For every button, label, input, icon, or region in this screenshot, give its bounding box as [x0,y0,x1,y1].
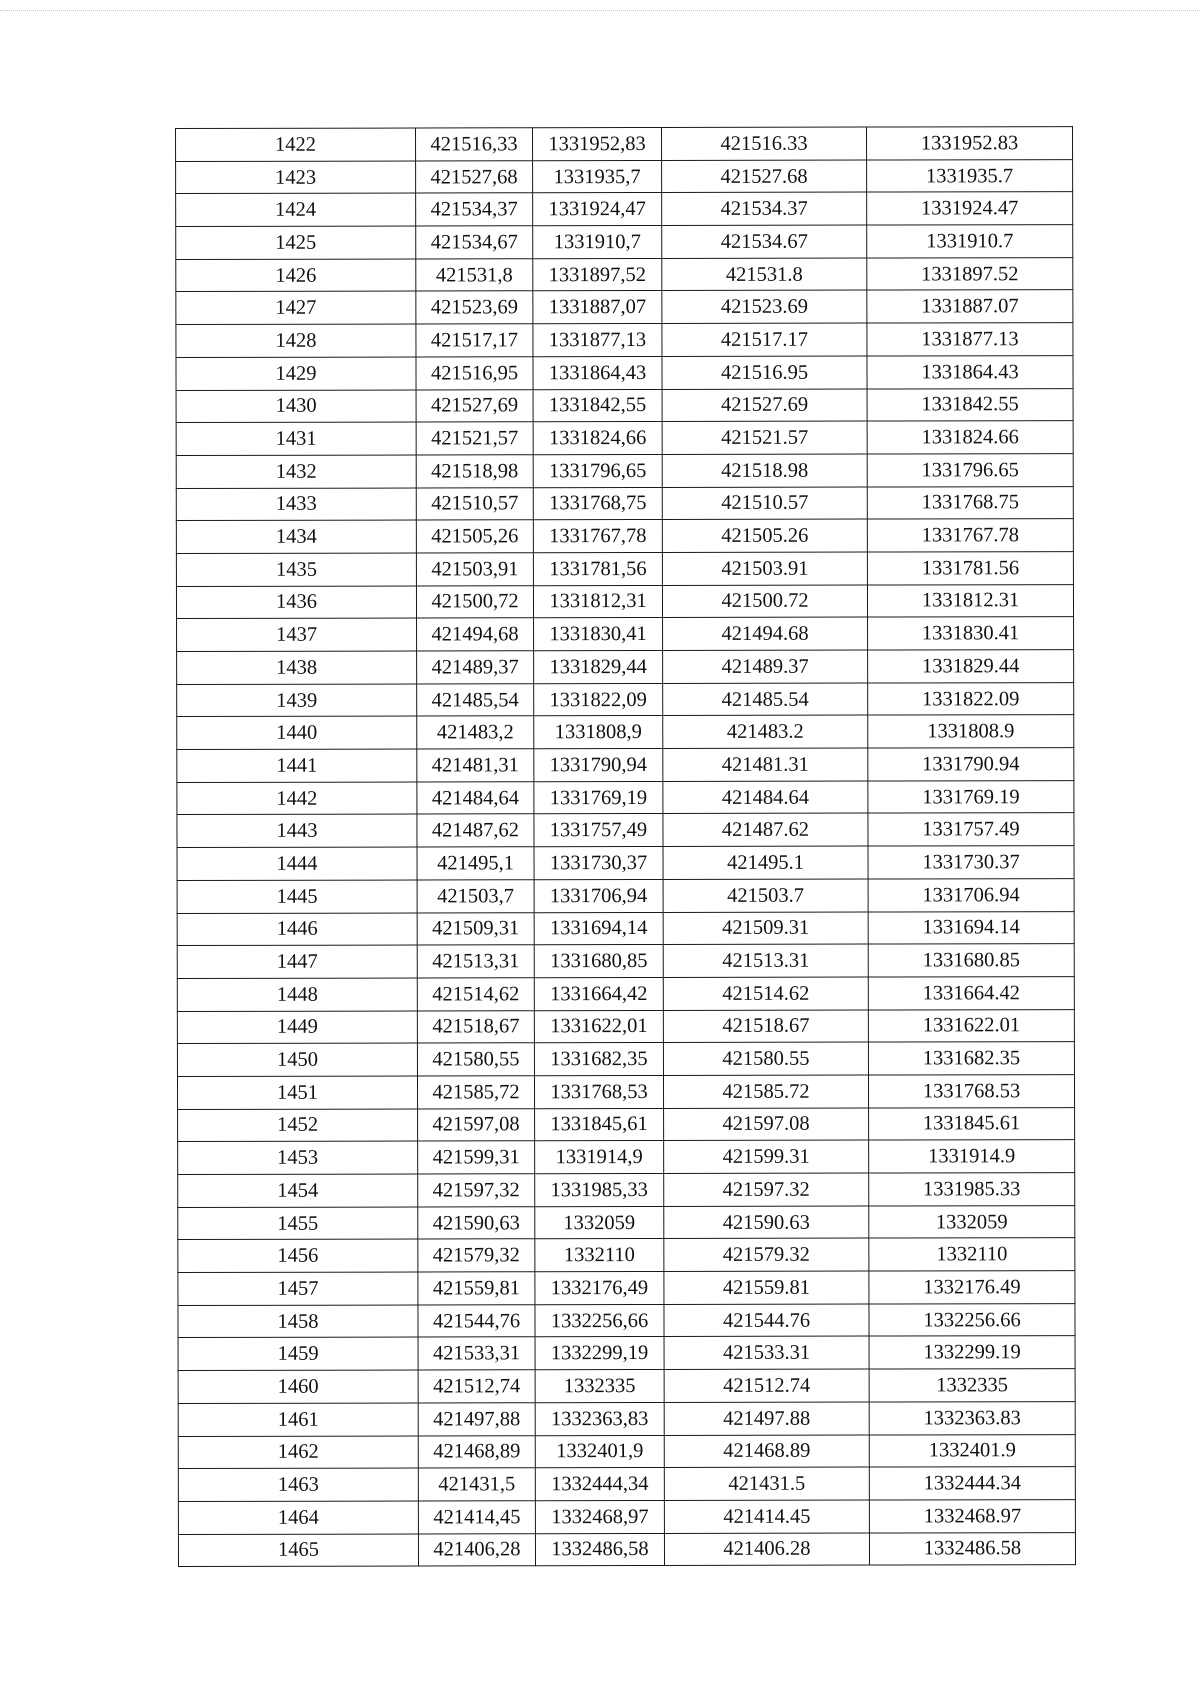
x-coordinate-dot-cell: 421518.98 [662,454,867,487]
table-row [178,1173,1075,1208]
table-row [177,682,1074,717]
y-coordinate-dot-cell: 1331845.61 [869,1107,1075,1140]
y-coordinate-cell: 1332256,66 [535,1304,664,1337]
y-coordinate-cell: 1332176,49 [535,1272,664,1305]
x-coordinate-cell: 421521,57 [416,422,533,455]
y-coordinate-cell: 1331952,83 [533,127,662,160]
point-number-cell: 1428 [176,324,416,357]
x-coordinate-dot-cell: 421580.55 [663,1042,868,1075]
table-row [178,1238,1075,1273]
x-coordinate-cell: 421497,88 [418,1403,535,1436]
y-coordinate-dot-cell: 1332059 [869,1205,1075,1238]
y-coordinate-dot-cell: 1331767.78 [867,519,1073,552]
x-coordinate-cell: 421534,37 [416,193,533,226]
x-coordinate-cell: 421516,95 [416,357,533,390]
y-coordinate-dot-cell: 1331910.7 [867,225,1073,258]
point-number-cell: 1459 [178,1337,418,1370]
point-number-cell: 1453 [178,1141,418,1174]
y-coordinate-cell: 1332444,34 [535,1468,664,1501]
x-coordinate-cell: 421559,81 [418,1272,535,1305]
y-coordinate-cell: 1332401,9 [535,1435,664,1468]
table-row [176,127,1073,162]
x-coordinate-dot-cell: 421544.76 [664,1304,869,1337]
point-number-cell: 1464 [178,1501,418,1534]
y-coordinate-cell: 1332335 [535,1370,664,1403]
point-number-cell: 1445 [177,880,417,913]
y-coordinate-dot-cell: 1331985.33 [869,1173,1075,1206]
y-coordinate-cell: 1332363,83 [535,1402,664,1435]
point-number-cell: 1455 [178,1207,418,1240]
table-row [178,1467,1075,1502]
y-coordinate-dot-cell: 1331842.55 [867,388,1073,421]
y-coordinate-cell: 1331694,14 [534,912,663,945]
table-row [176,355,1073,390]
table-row [177,846,1074,881]
x-coordinate-cell: 421590,63 [418,1206,535,1239]
table-row [176,421,1073,456]
x-coordinate-cell: 421468,89 [418,1435,535,1468]
y-coordinate-dot-cell: 1331769.19 [868,780,1074,813]
point-number-cell: 1460 [178,1370,418,1403]
table-row [178,1499,1075,1534]
y-coordinate-cell: 1331830,41 [534,618,663,651]
x-coordinate-cell: 421527,69 [416,389,533,422]
x-coordinate-cell: 421580,55 [417,1043,534,1076]
x-coordinate-dot-cell: 421503.91 [662,552,867,585]
y-coordinate-dot-cell: 1331822.09 [868,682,1074,715]
x-coordinate-dot-cell: 421517.17 [662,323,867,356]
x-coordinate-cell: 421534,67 [416,226,533,259]
point-number-cell: 1425 [176,226,416,259]
point-number-cell: 1463 [178,1468,418,1501]
x-coordinate-dot-cell: 421534.37 [662,192,867,225]
point-number-cell: 1439 [177,684,417,717]
y-coordinate-cell: 1332110 [535,1239,664,1272]
y-coordinate-cell: 1331910,7 [533,226,662,259]
x-coordinate-dot-cell: 421512.74 [664,1369,869,1402]
x-coordinate-dot-cell: 421514.62 [663,977,868,1010]
point-number-cell: 1444 [177,847,417,880]
x-coordinate-cell: 421533,31 [418,1337,535,1370]
y-coordinate-cell: 1331812,31 [533,585,662,618]
y-coordinate-dot-cell: 1331924.47 [867,192,1073,225]
point-number-cell: 1434 [176,520,416,553]
y-coordinate-dot-cell: 1331914.9 [869,1140,1075,1173]
y-coordinate-dot-cell: 1331757.49 [868,813,1074,846]
y-coordinate-dot-cell: 1332444.34 [869,1467,1075,1500]
x-coordinate-dot-cell: 421516.95 [662,356,867,389]
table-row [177,780,1074,815]
point-number-cell: 1454 [178,1174,418,1207]
x-coordinate-dot-cell: 421505.26 [662,519,867,552]
x-coordinate-cell: 421518,67 [417,1010,534,1043]
point-number-cell: 1461 [178,1403,418,1436]
point-number-cell: 1436 [176,586,416,619]
y-coordinate-cell: 1331767,78 [533,520,662,553]
table-row [176,486,1073,521]
point-number-cell: 1442 [177,782,417,815]
y-coordinate-dot-cell: 1331790.94 [868,748,1074,781]
point-number-cell: 1424 [176,193,416,226]
table-row [178,1271,1075,1306]
table-row [176,323,1073,358]
y-coordinate-cell: 1331824,66 [533,422,662,455]
x-coordinate-dot-cell: 421485.54 [663,683,868,716]
x-coordinate-cell: 421579,32 [418,1239,535,1272]
coordinates-table-body [176,127,1076,1567]
table-row [178,1205,1075,1240]
table-row [177,748,1074,783]
table-row [177,715,1074,750]
x-coordinate-dot-cell: 421484.64 [663,781,868,814]
x-coordinate-dot-cell: 421559.81 [664,1271,869,1304]
point-number-cell: 1443 [177,814,417,847]
table-row [178,1107,1075,1142]
point-number-cell: 1458 [178,1305,418,1338]
x-coordinate-dot-cell: 421534.67 [662,225,867,258]
point-number-cell: 1427 [176,291,416,324]
x-coordinate-cell: 421527,68 [416,160,533,193]
point-number-cell: 1452 [178,1109,418,1142]
y-coordinate-cell: 1332059 [535,1206,664,1239]
y-coordinate-dot-cell: 1331812.31 [867,584,1073,617]
y-coordinate-dot-cell: 1331897.52 [867,257,1073,290]
y-coordinate-dot-cell: 1331622.01 [868,1009,1074,1042]
table-row [178,1401,1075,1436]
y-coordinate-dot-cell: 1332256.66 [869,1303,1075,1336]
y-coordinate-cell: 1331914,9 [535,1141,664,1174]
y-coordinate-dot-cell: 1331808.9 [868,715,1074,748]
y-coordinate-dot-cell: 1331706.94 [868,878,1074,911]
table-row [177,1042,1074,1077]
y-coordinate-cell: 1331822,09 [534,683,663,716]
x-coordinate-cell: 421495,1 [417,847,534,880]
y-coordinate-cell: 1331796,65 [533,454,662,487]
table-row [176,552,1073,587]
point-number-cell: 1457 [178,1272,418,1305]
x-coordinate-cell: 421485,54 [417,683,534,716]
x-coordinate-cell: 421510,57 [416,487,533,520]
table-row [177,617,1074,652]
point-number-cell: 1448 [177,978,417,1011]
y-coordinate-dot-cell: 1331887.07 [867,290,1073,323]
table-row [176,584,1073,619]
table-row [176,192,1073,227]
y-coordinate-cell: 1331808,9 [534,716,663,749]
x-coordinate-dot-cell: 421531.8 [662,258,867,291]
scan-edge-line [0,10,1200,11]
x-coordinate-dot-cell: 421414.45 [664,1500,869,1533]
x-coordinate-cell: 421514,62 [417,978,534,1011]
y-coordinate-cell: 1331781,56 [533,552,662,585]
table-row [177,650,1074,685]
x-coordinate-dot-cell: 421489.37 [663,650,868,683]
y-coordinate-dot-cell: 1331680.85 [868,944,1074,977]
table-row [176,225,1073,260]
table-row [178,1434,1075,1469]
point-number-cell: 1437 [177,618,417,651]
x-coordinate-cell: 421484,64 [417,781,534,814]
y-coordinate-dot-cell: 1331781.56 [867,552,1073,585]
x-coordinate-dot-cell: 421518.67 [663,1010,868,1043]
y-coordinate-dot-cell: 1331768.75 [867,486,1073,519]
x-coordinate-cell: 421585,72 [417,1076,534,1109]
table-row [176,257,1073,292]
y-coordinate-dot-cell: 1331768.53 [868,1075,1074,1108]
point-number-cell: 1438 [177,651,417,684]
point-number-cell: 1447 [177,945,417,978]
y-coordinate-cell: 1331706,94 [534,879,663,912]
x-coordinate-dot-cell: 421527.69 [662,389,867,422]
x-coordinate-dot-cell: 421510.57 [662,487,867,520]
table-row [177,878,1074,913]
table-row [177,1009,1074,1044]
x-coordinate-cell: 421516,33 [416,128,533,161]
x-coordinate-dot-cell: 421527.68 [662,160,867,193]
y-coordinate-dot-cell: 1331877.13 [867,323,1073,356]
point-number-cell: 1423 [176,161,416,194]
table-row [177,911,1074,946]
y-coordinate-cell: 1332468,97 [535,1500,664,1533]
table-row [178,1336,1075,1371]
x-coordinate-cell: 421483,2 [417,716,534,749]
x-coordinate-dot-cell: 421597.32 [664,1173,869,1206]
x-coordinate-cell: 421512,74 [418,1370,535,1403]
y-coordinate-cell: 1332299,19 [535,1337,664,1370]
x-coordinate-dot-cell: 421495.1 [663,846,868,879]
x-coordinate-dot-cell: 421481.31 [663,748,868,781]
x-coordinate-dot-cell: 421494.68 [663,617,868,650]
table-row [178,1140,1075,1175]
y-coordinate-cell: 1331664,42 [534,977,663,1010]
y-coordinate-dot-cell: 1332299.19 [869,1336,1075,1369]
table-row [176,290,1073,325]
x-coordinate-cell: 421599,31 [418,1141,535,1174]
y-coordinate-cell: 1331790,94 [534,749,663,782]
x-coordinate-cell: 421518,98 [416,455,533,488]
x-coordinate-dot-cell: 421406.28 [664,1533,869,1566]
y-coordinate-cell: 1331622,01 [534,1010,663,1043]
x-coordinate-dot-cell: 421533.31 [664,1336,869,1369]
x-coordinate-dot-cell: 421431.5 [664,1467,869,1500]
table-row [177,1075,1074,1110]
point-number-cell: 1465 [178,1534,418,1567]
y-coordinate-dot-cell: 1331730.37 [868,846,1074,879]
table-row [178,1532,1075,1567]
x-coordinate-dot-cell: 421497.88 [664,1402,869,1435]
x-coordinate-cell: 421544,76 [418,1304,535,1337]
y-coordinate-dot-cell: 1331682.35 [868,1042,1074,1075]
y-coordinate-dot-cell: 1332335 [869,1369,1075,1402]
point-number-cell: 1462 [178,1435,418,1468]
y-coordinate-dot-cell: 1331829.44 [868,650,1074,683]
table-row [177,944,1074,979]
y-coordinate-dot-cell: 1331864.43 [867,355,1073,388]
y-coordinate-cell: 1331757,49 [534,814,663,847]
table-row [176,159,1073,194]
x-coordinate-cell: 421406,28 [418,1533,535,1566]
x-coordinate-cell: 421523,69 [416,291,533,324]
table-row [178,1369,1075,1404]
y-coordinate-dot-cell: 1331830.41 [868,617,1074,650]
x-coordinate-dot-cell: 421503.7 [663,879,868,912]
point-number-cell: 1435 [176,553,416,586]
y-coordinate-cell: 1331768,75 [533,487,662,520]
y-coordinate-dot-cell: 1332363.83 [869,1401,1075,1434]
y-coordinate-cell: 1331985,33 [535,1173,664,1206]
x-coordinate-cell: 421494,68 [417,618,534,651]
y-coordinate-cell: 1331845,61 [535,1108,664,1141]
y-coordinate-dot-cell: 1331796.65 [867,453,1073,486]
x-coordinate-cell: 421531,8 [416,259,533,292]
y-coordinate-cell: 1331829,44 [534,650,663,683]
x-coordinate-dot-cell: 421468.89 [664,1435,869,1468]
y-coordinate-cell: 1331864,43 [533,356,662,389]
x-coordinate-dot-cell: 421487.62 [663,813,868,846]
point-number-cell: 1441 [177,749,417,782]
y-coordinate-cell: 1331842,55 [533,389,662,422]
point-number-cell: 1440 [177,716,417,749]
x-coordinate-cell: 421414,45 [418,1501,535,1534]
x-coordinate-dot-cell: 421509.31 [663,912,868,945]
x-coordinate-dot-cell: 421516.33 [662,127,867,160]
y-coordinate-dot-cell: 1331935.7 [867,159,1073,192]
x-coordinate-dot-cell: 421585.72 [663,1075,868,1108]
point-number-cell: 1433 [176,488,416,521]
x-coordinate-cell: 421503,7 [417,880,534,913]
y-coordinate-dot-cell: 1332468.97 [869,1499,1075,1532]
point-number-cell: 1450 [177,1043,417,1076]
y-coordinate-cell: 1331680,85 [534,945,663,978]
y-coordinate-cell: 1331887,07 [533,291,662,324]
x-coordinate-dot-cell: 421513.31 [663,944,868,977]
x-coordinate-dot-cell: 421500.72 [662,585,867,618]
y-coordinate-dot-cell: 1332401.9 [869,1434,1075,1467]
point-number-cell: 1422 [176,128,416,161]
point-number-cell: 1432 [176,455,416,488]
y-coordinate-dot-cell: 1331824.66 [867,421,1073,454]
x-coordinate-cell: 421503,91 [416,553,533,586]
point-number-cell: 1451 [177,1076,417,1109]
table-row [177,976,1074,1011]
y-coordinate-cell: 1331682,35 [534,1043,663,1076]
table-row [178,1303,1075,1338]
y-coordinate-dot-cell: 1331694.14 [868,911,1074,944]
point-number-cell: 1430 [176,389,416,422]
x-coordinate-cell: 421489,37 [417,651,534,684]
x-coordinate-cell: 421487,62 [417,814,534,847]
point-number-cell: 1429 [176,357,416,390]
x-coordinate-dot-cell: 421599.31 [664,1140,869,1173]
x-coordinate-cell: 421597,08 [418,1108,535,1141]
x-coordinate-cell: 421481,31 [417,749,534,782]
coordinates-table [175,126,1076,1567]
y-coordinate-dot-cell: 1331664.42 [868,976,1074,1009]
table-row [176,453,1073,488]
x-coordinate-cell: 421513,31 [417,945,534,978]
point-number-cell: 1446 [177,912,417,945]
x-coordinate-dot-cell: 421597.08 [664,1108,869,1141]
y-coordinate-cell: 1331768,53 [534,1075,663,1108]
x-coordinate-dot-cell: 421521.57 [662,421,867,454]
x-coordinate-dot-cell: 421590.63 [664,1206,869,1239]
y-coordinate-cell: 1331769,19 [534,781,663,814]
x-coordinate-dot-cell: 421483.2 [663,715,868,748]
table-row [176,388,1073,423]
x-coordinate-cell: 421431,5 [418,1468,535,1501]
table-row [176,519,1073,554]
y-coordinate-cell: 1331877,13 [533,324,662,357]
y-coordinate-cell: 1331935,7 [533,160,662,193]
point-number-cell: 1456 [178,1239,418,1272]
y-coordinate-cell: 1331924,47 [533,193,662,226]
point-number-cell: 1431 [176,422,416,455]
x-coordinate-cell: 421509,31 [417,912,534,945]
x-coordinate-dot-cell: 421523.69 [662,290,867,323]
y-coordinate-cell: 1331897,52 [533,258,662,291]
x-coordinate-cell: 421517,17 [416,324,533,357]
y-coordinate-dot-cell: 1332110 [869,1238,1075,1271]
x-coordinate-dot-cell: 421579.32 [664,1238,869,1271]
table-row [177,813,1074,848]
y-coordinate-dot-cell: 1332176.49 [869,1271,1075,1304]
y-coordinate-dot-cell: 1332486.58 [869,1532,1075,1565]
x-coordinate-cell: 421500,72 [416,585,533,618]
point-number-cell: 1426 [176,259,416,292]
x-coordinate-cell: 421597,32 [418,1174,535,1207]
y-coordinate-dot-cell: 1331952.83 [866,127,1072,160]
y-coordinate-cell: 1331730,37 [534,847,663,880]
x-coordinate-cell: 421505,26 [416,520,533,553]
y-coordinate-cell: 1332486,58 [535,1533,664,1566]
point-number-cell: 1449 [177,1011,417,1044]
